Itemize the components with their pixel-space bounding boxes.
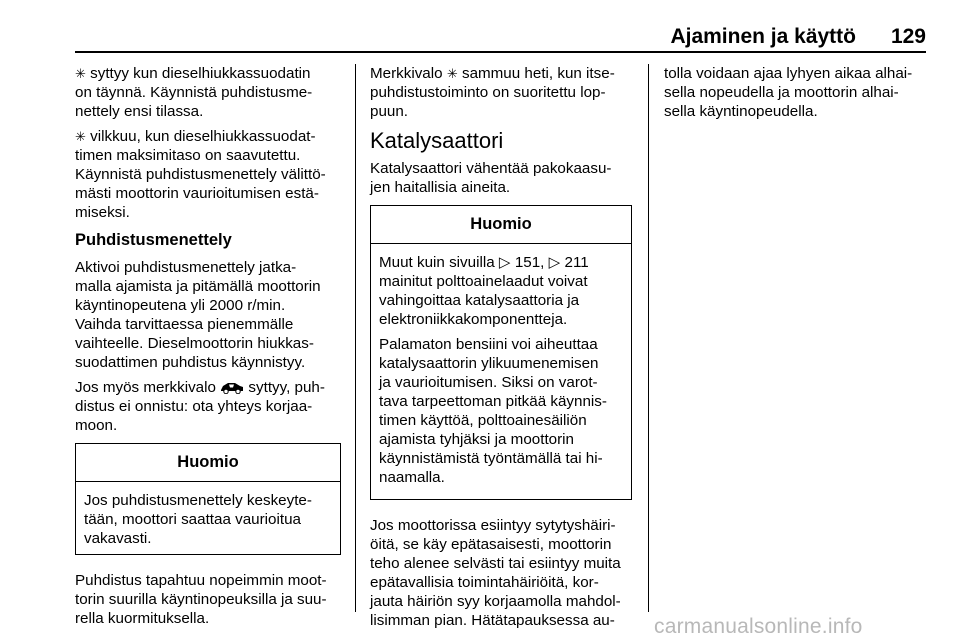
notice-body: Muut kuin sivuilla ▷ 151, ▷ 211 mainitut polttoainelaadut voivat vahingoittaa katalysaattoria ja elektroniikkakomponentteja. Palamaton bensiini voi aiheuttaa katalysaattorin ylikuumenemisen ja vaurioitumisen. Siksi on varot- tava tarpeettoman pitkää käynnis- timen käyttöä, polttoainesäiliön ajamista tyhjäksi ja moottorin käynnistämistä työntämällä tai hi- naamalla. [379,254,607,486]
paragraph-cleaning-speed: Puhdistus tapahtuu nopeimmin moot- torin suurilla käyntinopeuksilla ja suu- rella kuormituksella. [75,572,327,627]
notice-title: Huomio [371,206,631,244]
heading-catalytic-converter: Katalysaattori [370,128,504,153]
paragraph-emergency: tolla voidaan ajaa lyhyen aikaa alhai- sella nopeudella ja moottorin alhai- sella käyntinopeudella. [664,65,913,120]
paragraph-cleaning: Aktivoi puhdistusmenettely jatka- malla ajamista ja pitämällä moottorin käyntinopeutena yli 2000 r/min. Vaihda tarvittaessa pienemmälle vaihteelle. Dieselmoottorin hiukkas- suodattimen puhdistus käynnistyy. [75,259,321,371]
service-vehicle-icon [220,380,244,394]
page-reference-link[interactable]: 151 [514,254,541,271]
column-divider-1 [355,64,356,612]
page-reference-arrow-icon: ▷ [498,254,511,271]
paragraph-light-off: Merkkivalo ✳ sammuu heti, kun itse- puhdistustoiminto on suoritettu lop- puun. [370,65,615,120]
page-reference-link[interactable]: 211 [564,254,589,271]
column-2 [370,64,632,636]
page-number: 129 [890,25,926,48]
notice-box-2 [370,205,632,500]
paragraph-filter-flashing: ✳ vilkkuu, kun dieselhiukkassuodat- timen maksimitaso on saavutettu. Käynnistä puhdistusmenettely välittö- mästi moottorin vaurioitumisen estä- miseksi. [75,128,326,221]
diesel-particulate-filter-icon: ✳ [75,129,86,144]
diesel-particulate-filter-icon: ✳ [446,66,458,81]
watermark: carmanualsonline.info [654,615,863,638]
column-1 [75,64,341,634]
section-title: Ajaminen ja käyttö [670,25,856,48]
column-divider-2 [648,64,649,612]
notice-body: Jos puhdistusmenettely keskeyte- tään, moottori saattaa vaurioitua vakavasti. [84,492,312,547]
column-3 [664,64,926,127]
subheading-cleaning: Puhdistusmenettely [75,231,232,249]
page-header [75,25,926,49]
paragraph-filter-full: ✳ syttyy kun dieselhiukkassuodatin on täynnä. Käynnistä puhdistusme- nettely ensi tilassa. [75,65,313,120]
paragraph-misfire: Jos moottorissa esiintyy sytytyshäiri- öitä, se käy epätasaisesti, moottorin teho alenee selvästi tai esiintyy muita epätavallisia toimintahäiriöitä, kor- jauta häiriön syy korjaamolla mahdol- lisimman pian. Hätätapauksessa au- [370,517,621,629]
notice-box-1 [75,443,341,555]
diesel-particulate-filter-icon: ✳ [75,66,86,81]
notice-title: Huomio [76,444,340,482]
header-rule [75,51,926,53]
paragraph-service-light: Jos myös merkkivalo syttyy, puh- distus ei onnistu: ota yhteys korjaa- moon. [75,379,325,434]
page-reference-arrow-icon: ▷ [548,254,561,271]
paragraph-catalytic: Katalysaattori vähentää pakokaasu- jen haitallisia aineita. [370,160,612,196]
